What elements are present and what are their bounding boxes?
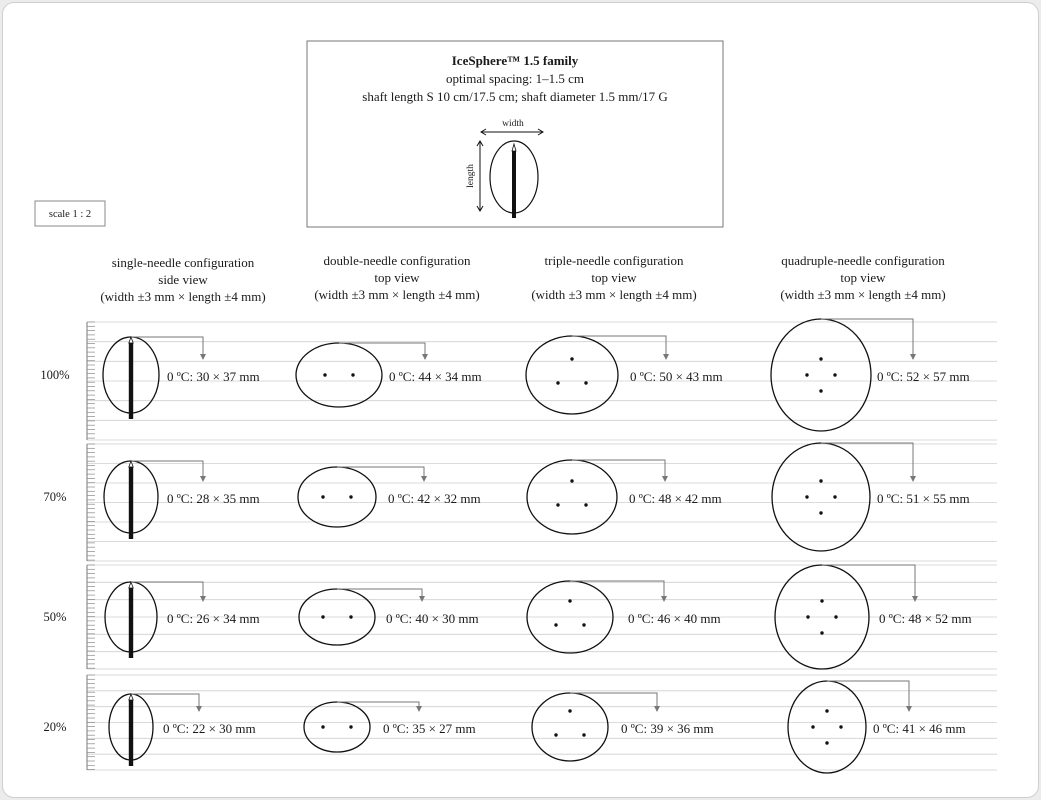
needle-dot [811,725,814,728]
leader-arrow [200,476,206,482]
measurement-label: 0 ºC: 51 × 55 mm [877,491,970,506]
column-header-single [100,255,265,304]
svg-text:quadruple-needle configuration: quadruple-needle configuration [781,253,945,268]
row-20pct [44,675,997,773]
leader-arrow [663,354,669,360]
needle-dot [834,615,837,618]
needle-dot [568,599,571,602]
measurement-label: 0 ºC: 42 × 32 mm [388,491,481,506]
needle-tip [129,461,133,467]
measurement-label: 0 ºC: 48 × 52 mm [879,611,972,626]
needle-dot [349,725,352,728]
info-title: IceSphere™ 1.5 family [451,53,579,68]
needle-dot [825,709,828,712]
needle-dot [806,615,809,618]
needle-dot [349,495,352,498]
cell-triple [527,460,722,534]
needle-dot [323,373,326,376]
rows-layer [40,319,997,773]
cell-single [105,582,260,658]
cell-triple [526,336,723,414]
leader-line [570,693,657,711]
cell-single [103,337,260,419]
leader-line [572,336,666,359]
iceball-outline [526,336,618,414]
leader-arrow [910,354,916,360]
leader-arrow [200,354,206,360]
measurement-label: 0 ºC: 40 × 30 mm [386,611,479,626]
svg-text:side view: side view [158,272,208,287]
iceball-outline [771,319,871,431]
measurement-label: 0 ºC: 44 × 34 mm [389,369,482,384]
needle-shaft [129,588,133,658]
iceball-outline [532,693,608,761]
needle-dot [819,479,822,482]
measurement-label: 0 ºC: 52 × 57 mm [877,369,970,384]
row-50pct [44,565,997,669]
leader-arrow [416,706,422,712]
cell-double [298,467,481,527]
needle-dot [819,357,822,360]
needle-dot [554,623,557,626]
leader-line [339,343,425,359]
measurement-label: 0 ºC: 26 × 34 mm [167,611,260,626]
iceball-outline [304,702,370,752]
needle-dot [584,381,587,384]
needle-dot [839,725,842,728]
measurement-label: 0 ºC: 35 × 27 mm [383,721,476,736]
needle-tip [129,337,133,343]
needle-dot [321,725,324,728]
row-percent-label: 70% [43,490,67,504]
svg-text:triple-needle configuration: triple-needle configuration [544,253,684,268]
needle-dot [321,615,324,618]
column-header-double [314,253,479,302]
needle-tip [129,694,133,700]
svg-text:top view: top view [591,270,637,285]
row-70pct [44,443,997,561]
row-100pct [40,319,997,440]
leader-arrow [200,596,206,602]
leader-line [821,443,913,481]
needle-dot [820,599,823,602]
measurement-label: 0 ºC: 28 × 35 mm [167,491,260,506]
leader-arrow [910,476,916,482]
needle-dot [825,741,828,744]
measurement-label: 0 ºC: 41 × 46 mm [873,721,966,736]
needle-dot [582,623,585,626]
needle-dot [805,373,808,376]
svg-text:top view: top view [374,270,420,285]
needle-dot [805,495,808,498]
needle-dot [833,373,836,376]
info-shaft: shaft length S 10 cm/17.5 cm; shaft diameter 1.5 mm/17 G [362,89,668,104]
iceball-diagram [3,3,1038,797]
row-percent-label: 100% [40,368,70,382]
needle-dot [584,503,587,506]
leader-arrow [906,706,912,712]
leader-arrow [661,596,667,602]
leader-line [570,581,664,601]
column-headers [100,253,945,304]
needle-shaft [129,343,133,419]
needle-dot [820,631,823,634]
leader-arrow [421,476,427,482]
measurement-label: 0 ºC: 48 × 42 mm [629,491,722,506]
figure-frame [2,2,1039,798]
svg-text:double-needle configuration: double-needle configuration [323,253,471,268]
svg-text:(width ±3 mm × length ±4 mm): (width ±3 mm × length ±4 mm) [100,289,266,304]
needle-dot [570,479,573,482]
needle-dot [321,495,324,498]
info-box [307,41,723,227]
measurement-label: 0 ºC: 46 × 40 mm [628,611,721,626]
needle-dot [568,709,571,712]
example-needle [512,151,516,218]
cell-double [296,343,482,407]
svg-text:(width ±3 mm × length ±4 mm): (width ±3 mm × length ±4 mm) [531,287,697,302]
iceball-outline [788,681,866,773]
needle-dot [833,495,836,498]
needle-tip [129,582,133,588]
column-header-quadruple [780,253,945,302]
svg-text:(width ±3 mm × length ±4 mm): (width ±3 mm × length ±4 mm) [314,287,480,302]
iceball-outline [527,460,617,534]
column-header-triple [531,253,696,302]
leader-arrow [654,706,660,712]
needle-dot [556,381,559,384]
needle-dot [582,733,585,736]
cell-single [109,694,256,766]
svg-text:top view: top view [840,270,886,285]
measurement-label: 0 ºC: 39 × 36 mm [621,721,714,736]
leader-arrow [419,596,425,602]
svg-text:single-needle configuration: single-needle configuration [111,255,255,270]
cell-triple [532,693,714,761]
leader-arrow [422,354,428,360]
needle-dot [819,389,822,392]
leader-arrow [196,706,202,712]
svg-text:(width ±3 mm × length ±4 mm): (width ±3 mm × length ±4 mm) [780,287,946,302]
needle-shaft [129,467,133,539]
leader-arrow [912,596,918,602]
needle-shaft [129,700,133,766]
needle-dot [570,357,573,360]
leader-line [822,565,915,601]
cell-quadruple [772,443,970,551]
scale-label: scale 1 : 2 [48,209,92,220]
leader-line [131,694,199,711]
measurement-label: 0 ºC: 22 × 30 mm [163,721,256,736]
cell-single [104,461,260,539]
length-label: length [466,164,476,188]
cell-double [304,702,476,752]
leader-arrow [662,476,668,482]
width-label: width [502,119,524,129]
needle-dot [556,503,559,506]
scale-box [35,201,105,226]
info-spacing: optimal spacing: 1–1.5 cm [446,71,584,86]
needle-dot [349,615,352,618]
row-percent-label: 20% [43,720,67,734]
needle-dot [819,511,822,514]
row-percent-label: 50% [43,610,67,624]
iceball-outline [296,343,382,407]
measurement-label: 0 ºC: 50 × 43 mm [630,369,723,384]
cell-quadruple [788,681,966,773]
iceball-outline [772,443,870,551]
iceball-outline [298,467,376,527]
needle-dot [351,373,354,376]
cell-quadruple [771,319,970,431]
needle-dot [554,733,557,736]
measurement-label: 0 ºC: 30 × 37 mm [167,369,260,384]
